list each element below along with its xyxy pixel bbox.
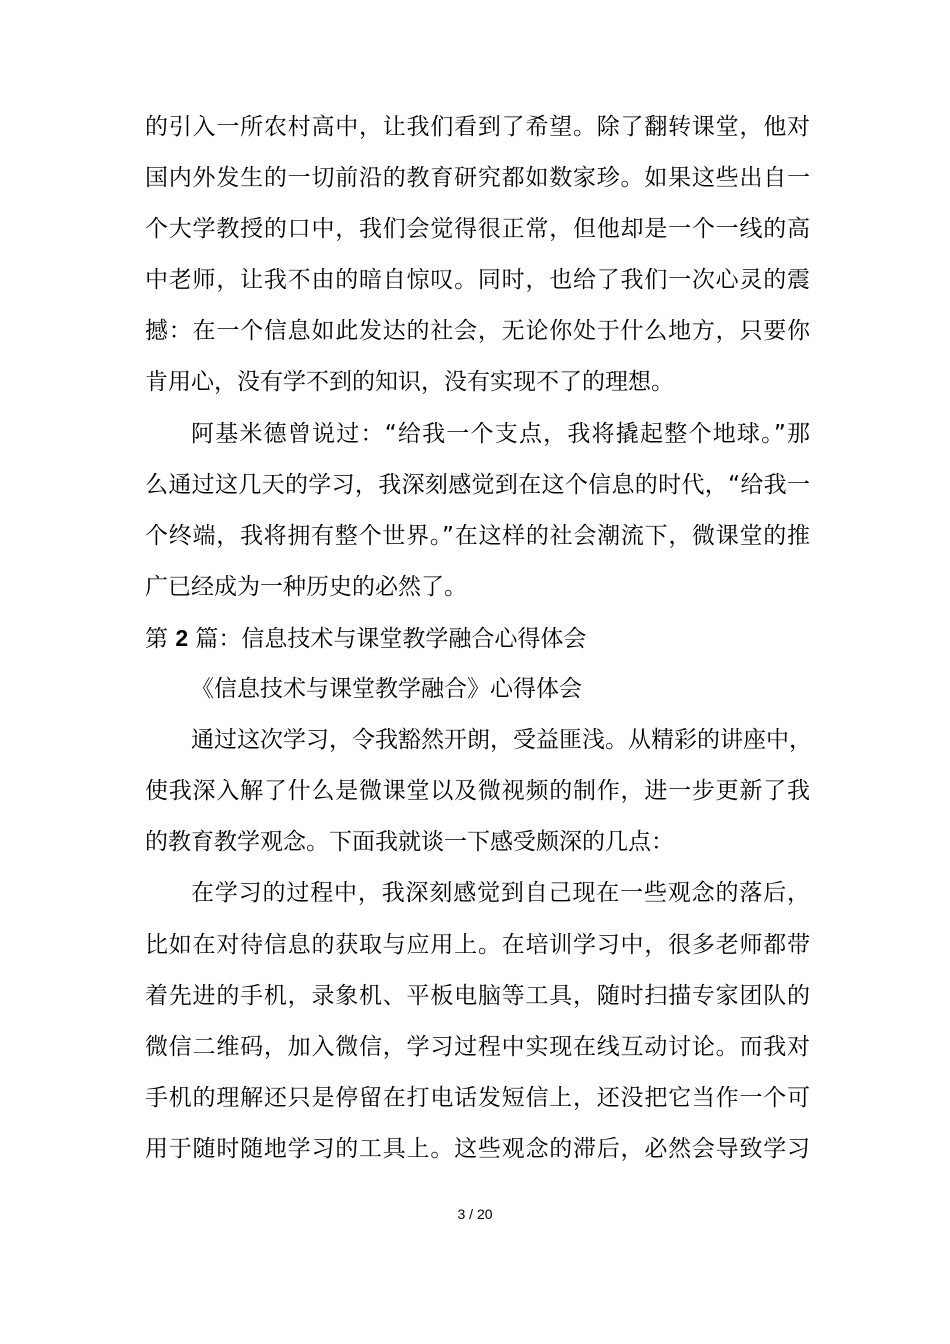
text-line: 国内外发生的一切前沿的教育研究都如数家珍。如果这些出自一	[145, 165, 810, 192]
section-heading	[145, 613, 810, 664]
text-line: 中老师，让我不由的暗自惊叹。同时，也给了我们一次心灵的震	[145, 267, 810, 294]
text-line: 撼：在一个信息如此发达的社会，无论你处于什么地方，只要你	[145, 318, 810, 345]
page-number: 3 / 20	[457, 1206, 493, 1222]
text-line: 么通过这几天的学习，我深刻感觉到在这个信息的时代，“给我一	[145, 471, 810, 498]
heading-prefix: 第	[145, 625, 176, 652]
text-line: 微信二维码，加入微信，学习过程中实现在线互动讨论。而我对	[145, 1033, 810, 1060]
text-line: 比如在对待信息的获取与应用上。在培训学习中，很多老师都带	[145, 931, 810, 958]
text-line: 使我深入解了什么是微课堂以及微视频的制作，进一步更新了我	[145, 778, 810, 805]
text-line: 阿基米德曾说过：“给我一个支点，我将撬起整个地球。”那	[191, 420, 810, 447]
text-line: 肯用心，没有学不到的知识，没有实现不了的理想。	[145, 369, 674, 396]
text-line: 着先进的手机，录象机、平板电脑等工具，随时扫描专家团队的	[145, 982, 810, 1009]
text-line: 通过这次学习，令我豁然开朗，受益匪浅。从精彩的讲座中，	[191, 727, 812, 754]
body-text	[145, 102, 810, 1175]
text-line: 个大学教授的口中，我们会觉得很正常，但他却是一个一线的高	[145, 216, 810, 243]
heading-suffix: 篇：信息技术与课堂教学融合心得体会	[188, 625, 587, 652]
heading-number: 2	[175, 624, 189, 651]
text-line: 用于随时随地学习的工具上。这些观念的滞后，必然会导致学习	[145, 1135, 810, 1162]
text-line: 在学习的过程中，我深刻感觉到自己现在一些观念的落后，	[191, 880, 810, 907]
text-line: 个终端，我将拥有整个世界。”在这样的社会潮流下，微课堂的推	[145, 522, 810, 549]
text-line: 的教育教学观念。下面我就谈一下感受颇深的几点：	[145, 829, 674, 856]
text-line: 手机的理解还只是停留在打电话发短信上，还没把它当作一个可	[145, 1084, 810, 1111]
section-subtitle: 《信息技术与课堂教学融合》心得体会	[191, 676, 582, 703]
text-line: 的引入一所农村高中，让我们看到了希望。除了翻转课堂，他对	[145, 114, 810, 140]
text-line: 广已经成为一种历史的必然了。	[145, 573, 467, 600]
